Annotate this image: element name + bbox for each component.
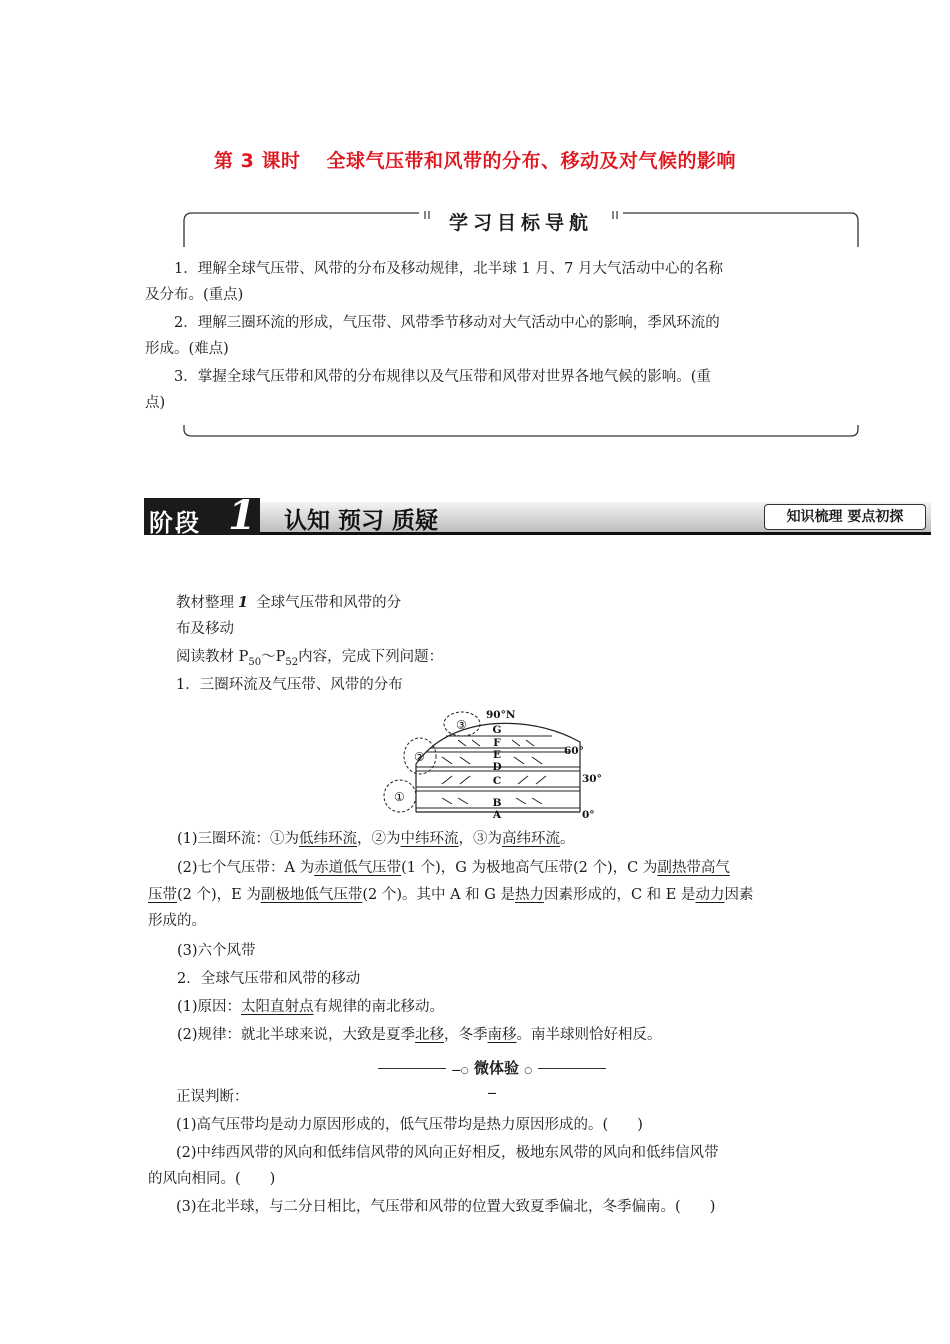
question-2-end: 形成的。	[148, 913, 206, 929]
stage-tag: 知识梳理 要点初探	[764, 504, 926, 530]
question-2-cont: 压带(2 个)，E 为副极地低气压带(2 个)。其中 A 和 G 是热力因素形成的，C 和 E 是动力因素	[148, 887, 754, 903]
letter-e: E	[492, 749, 502, 761]
reason-line: (1)原因：太阳直射点有规律的南北移动。	[177, 999, 445, 1015]
lesson-number: 第 3 课时	[214, 150, 301, 172]
answer-equatorial-low: 赤道低气压带	[314, 860, 402, 876]
divider-line-left	[378, 1068, 446, 1069]
reading-instruction: 阅读教材 $P_{50}\sim P_{52}$内容，完成下列问题：	[176, 649, 444, 668]
stage-label: 阶段	[149, 509, 201, 537]
judgement-intro: 正误判断：	[176, 1089, 249, 1105]
letter-g: G	[492, 724, 502, 736]
answer-thermal: 热力	[514, 887, 544, 903]
section-heading: 教材整理 1 全球气压带和风带的分	[176, 594, 402, 611]
answer-mid-latitude: 中纬环流	[400, 831, 459, 847]
stage-number: 1	[228, 492, 256, 539]
letter-f: F	[493, 737, 501, 749]
letter-d: D	[492, 761, 502, 773]
section-heading-number: 1	[238, 594, 249, 611]
lat-90n: 90°N	[486, 709, 516, 721]
answer-subpolar-low: 副极地低气压带	[260, 887, 363, 903]
objective-item-1: 1．理解全球气压带、风带的分布及移动规律，北半球 1 月、7 月大气活动中心的名称	[174, 261, 724, 277]
objective-item-2: 2．理解三圈环流的形成，气压带、风带季节移动对大气活动中心的影响，季风环流的	[174, 315, 720, 331]
stage-title: 认知 预习 质疑	[284, 508, 439, 534]
lat-0: 0°	[582, 809, 595, 821]
objective-item-2-cont: 形成。(难点)	[145, 341, 229, 357]
rule-line: (2)规律：就北半球来说，大致是夏季北移，冬季南移。南半球则恰好相反。	[177, 1027, 662, 1043]
answer-low-latitude: 低纬环流	[299, 831, 358, 847]
answer-direct-sun: 太阳直射点	[241, 999, 314, 1015]
micro-experience-divider	[378, 1058, 606, 1099]
lat-60: 60°	[564, 745, 584, 757]
cell-3-label: ③	[456, 718, 467, 732]
section-heading-cont: 布及移动	[176, 621, 234, 637]
answer-south-shift: 南移	[487, 1027, 517, 1043]
objective-item-3: 3．掌握全球气压带和风带的分布规律以及气压带和风带对世界各地气候的影响。(重	[174, 369, 711, 385]
stage-label-block	[144, 492, 260, 539]
answer-north-shift: 北移	[415, 1027, 445, 1043]
question-1: (1)三圈环流：①为低纬环流，②为中纬环流，③为高纬环流。	[177, 831, 575, 847]
stage-bar-rule	[144, 532, 931, 535]
stage-banner	[144, 492, 931, 539]
objective-item-3-cont: 点)	[145, 395, 166, 411]
cell-1-label: ①	[394, 790, 405, 804]
answer-high-latitude: 高纬环流	[502, 831, 561, 847]
letter-a: A	[492, 809, 502, 821]
cell-2-label: ②	[414, 750, 425, 764]
subheading-1: 1．三圈环流及气压带、风带的分布	[176, 677, 403, 693]
judgement-2: (2)中纬西风带的风向和低纬信风带的风向正好相反，极地东风带的风向和低纬信风带	[176, 1145, 719, 1161]
lesson-topic: 全球气压带和风带的分布、移动及对气候的影响	[326, 150, 736, 172]
judgement-2-cont: 的风向相同。( )	[148, 1171, 276, 1187]
judgement-1: (1)高气压带均是动力原因形成的，低气压带均是热力原因形成的。( )	[176, 1117, 643, 1133]
letter-c: C	[492, 775, 502, 787]
three-cell-circulation-diagram	[380, 702, 602, 824]
circulation-figure	[380, 702, 602, 824]
question-3: (3)六个风带	[177, 943, 256, 959]
page-title	[0, 146, 950, 173]
subheading-2: 2．全球气压带和风带的移动	[177, 971, 361, 987]
answer-dynamic: 动力	[695, 887, 725, 903]
micro-heading: —○ 微体验 ○—	[451, 1059, 533, 1099]
answer-subtropical-high-a: 副热带高气	[657, 860, 730, 876]
objectives-heading: 学习目标导航	[183, 211, 859, 238]
question-2: (2)七个气压带：A 为赤道低气压带(1 个)，G 为极地高气压带(2 个)，C 为副热带高气	[177, 860, 730, 876]
judgement-3: (3)在北半球，与二分日相比，气压带和风带的位置大致夏季偏北，冬季偏南。( )	[176, 1199, 716, 1215]
lat-30: 30°	[582, 773, 602, 785]
objective-item-1-cont: 及分布。(重点)	[145, 287, 244, 303]
letter-b: B	[492, 797, 502, 809]
answer-subtropical-high-b: 压带	[148, 887, 177, 903]
divider-line-right	[538, 1068, 606, 1069]
